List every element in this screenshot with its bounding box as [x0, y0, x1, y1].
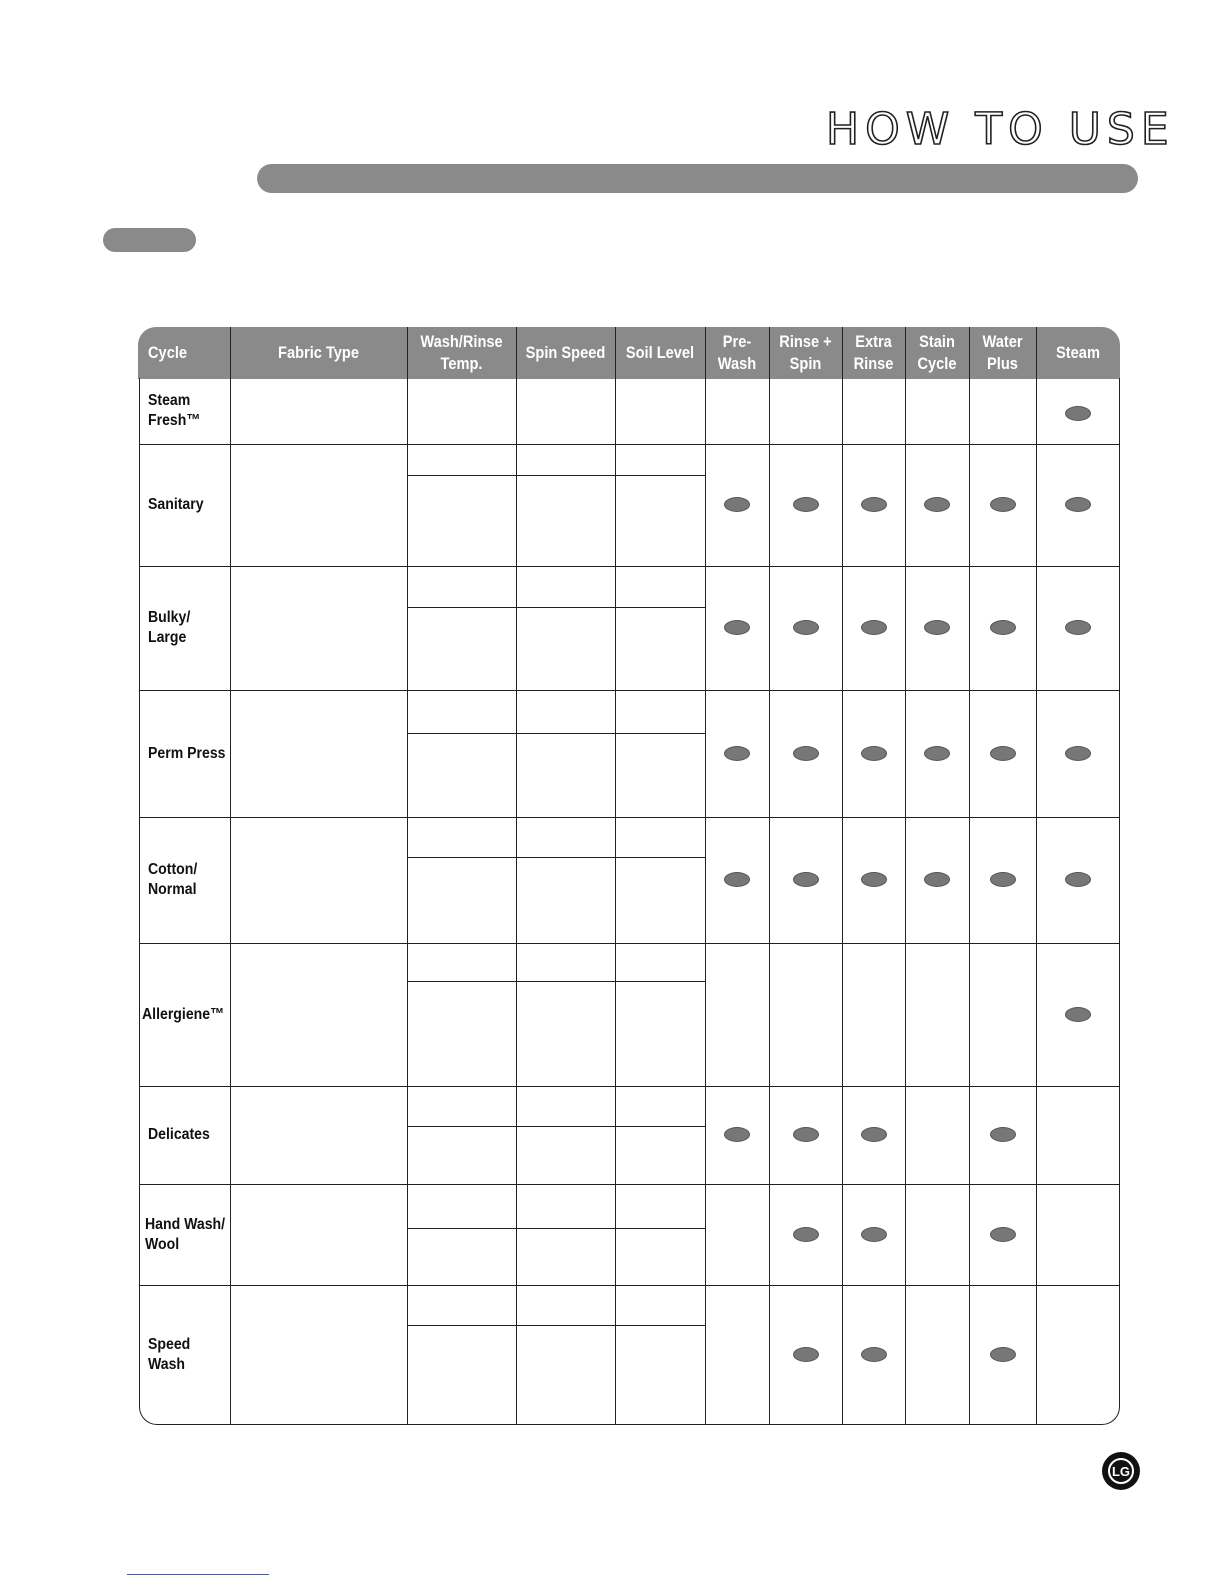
column-divider [769, 378, 770, 1424]
cycle-name: Speed Wash [148, 1335, 191, 1373]
option-available-dot [793, 1347, 819, 1362]
option-available-dot [924, 872, 950, 887]
header-divider [1036, 327, 1037, 379]
row-divider [139, 566, 1120, 567]
option-available-dot [990, 497, 1016, 512]
header-7: Extra Rinse [853, 332, 894, 373]
row-divider [139, 1285, 1120, 1286]
cycle-name: Sanitary [148, 496, 204, 513]
option-available-dot [990, 872, 1016, 887]
header-divider [230, 327, 231, 379]
option-available-dot [793, 1227, 819, 1242]
option-available-dot [924, 620, 950, 635]
column-divider [705, 378, 706, 1424]
row-divider [139, 943, 1120, 944]
option-available-dot [990, 1127, 1016, 1142]
option-available-dot [1065, 746, 1091, 761]
option-available-dot [990, 746, 1016, 761]
column-divider [230, 378, 231, 1424]
option-available-dot [990, 620, 1016, 635]
row-divider [139, 690, 1120, 691]
header-divider [769, 327, 770, 379]
header-divider [615, 327, 616, 379]
header-2: Wash/Rinse Temp. [420, 332, 503, 373]
option-available-dot [1065, 872, 1091, 887]
header-bar [257, 164, 1138, 193]
option-available-dot [861, 872, 887, 887]
row-divider [139, 1184, 1120, 1185]
cycle-name: Perm Press [148, 744, 226, 762]
option-available-dot [793, 872, 819, 887]
cycle-name: Hand Wash/ Wool [145, 1215, 226, 1253]
option-available-dot [990, 1227, 1016, 1242]
column-divider [905, 378, 906, 1424]
option-available-dot [793, 620, 819, 635]
option-available-dot [724, 620, 750, 635]
row-divider [139, 1086, 1120, 1087]
option-available-dot [924, 746, 950, 761]
cycle-name: Steam Fresh™ [148, 392, 201, 429]
option-available-dot [1065, 406, 1091, 421]
lg-logo-mark: LG [1108, 1458, 1134, 1484]
option-available-dot [1065, 1007, 1091, 1022]
header-divider [705, 327, 706, 379]
sub-row-divider [407, 733, 705, 734]
option-available-dot [793, 1127, 819, 1142]
header-5: Pre- Wash [717, 332, 757, 373]
column-divider [842, 378, 843, 1424]
header-9: Water Plus [982, 332, 1023, 373]
section-title: HOW TO USE [826, 104, 1175, 155]
column-divider [615, 378, 616, 1424]
column-divider [969, 378, 970, 1424]
page-tab [103, 228, 196, 252]
footer-link-underline [127, 1574, 269, 1575]
cycle-name: Bulky/ Large [148, 609, 191, 646]
header-4: Soil Level [625, 343, 695, 362]
header-3: Spin Speed [525, 343, 606, 362]
option-available-dot [793, 746, 819, 761]
sub-row-divider [407, 475, 705, 476]
sub-row-divider [407, 857, 705, 858]
header-divider [407, 327, 408, 379]
table-body [139, 378, 1120, 1425]
sub-row-divider [407, 1228, 705, 1229]
option-available-dot [1065, 620, 1091, 635]
cycle-name: Cotton/ Normal [148, 861, 198, 898]
option-available-dot [1065, 497, 1091, 512]
row-divider [139, 817, 1120, 818]
row-divider [139, 444, 1120, 445]
header-10: Steam [1056, 343, 1100, 362]
header-0: Cycle [148, 343, 188, 362]
option-available-dot [861, 620, 887, 635]
header-divider [905, 327, 906, 379]
option-available-dot [724, 1127, 750, 1142]
sub-row-divider [407, 607, 705, 608]
header-1: Fabric Type [278, 343, 359, 362]
option-available-dot [861, 1127, 887, 1142]
cycle-name: Delicates [148, 1126, 210, 1143]
option-available-dot [793, 497, 819, 512]
column-divider [407, 378, 408, 1424]
option-available-dot [861, 746, 887, 761]
header-divider [516, 327, 517, 379]
option-available-dot [861, 497, 887, 512]
option-available-dot [724, 872, 750, 887]
column-divider [1036, 378, 1037, 1424]
option-available-dot [724, 746, 750, 761]
cycle-name: Allergiene™ [142, 1005, 225, 1023]
option-available-dot [861, 1227, 887, 1242]
lg-logo [1102, 1452, 1140, 1490]
option-available-dot [990, 1347, 1016, 1362]
header-8: Stain Cycle [917, 332, 957, 373]
column-divider [516, 378, 517, 1424]
header-divider [969, 327, 970, 379]
header-6: Rinse + Spin [779, 332, 832, 373]
sub-row-divider [407, 1126, 705, 1127]
sub-row-divider [407, 981, 705, 982]
header-divider [842, 327, 843, 379]
option-available-dot [924, 497, 950, 512]
option-available-dot [861, 1347, 887, 1362]
option-available-dot [724, 497, 750, 512]
sub-row-divider [407, 1325, 705, 1326]
